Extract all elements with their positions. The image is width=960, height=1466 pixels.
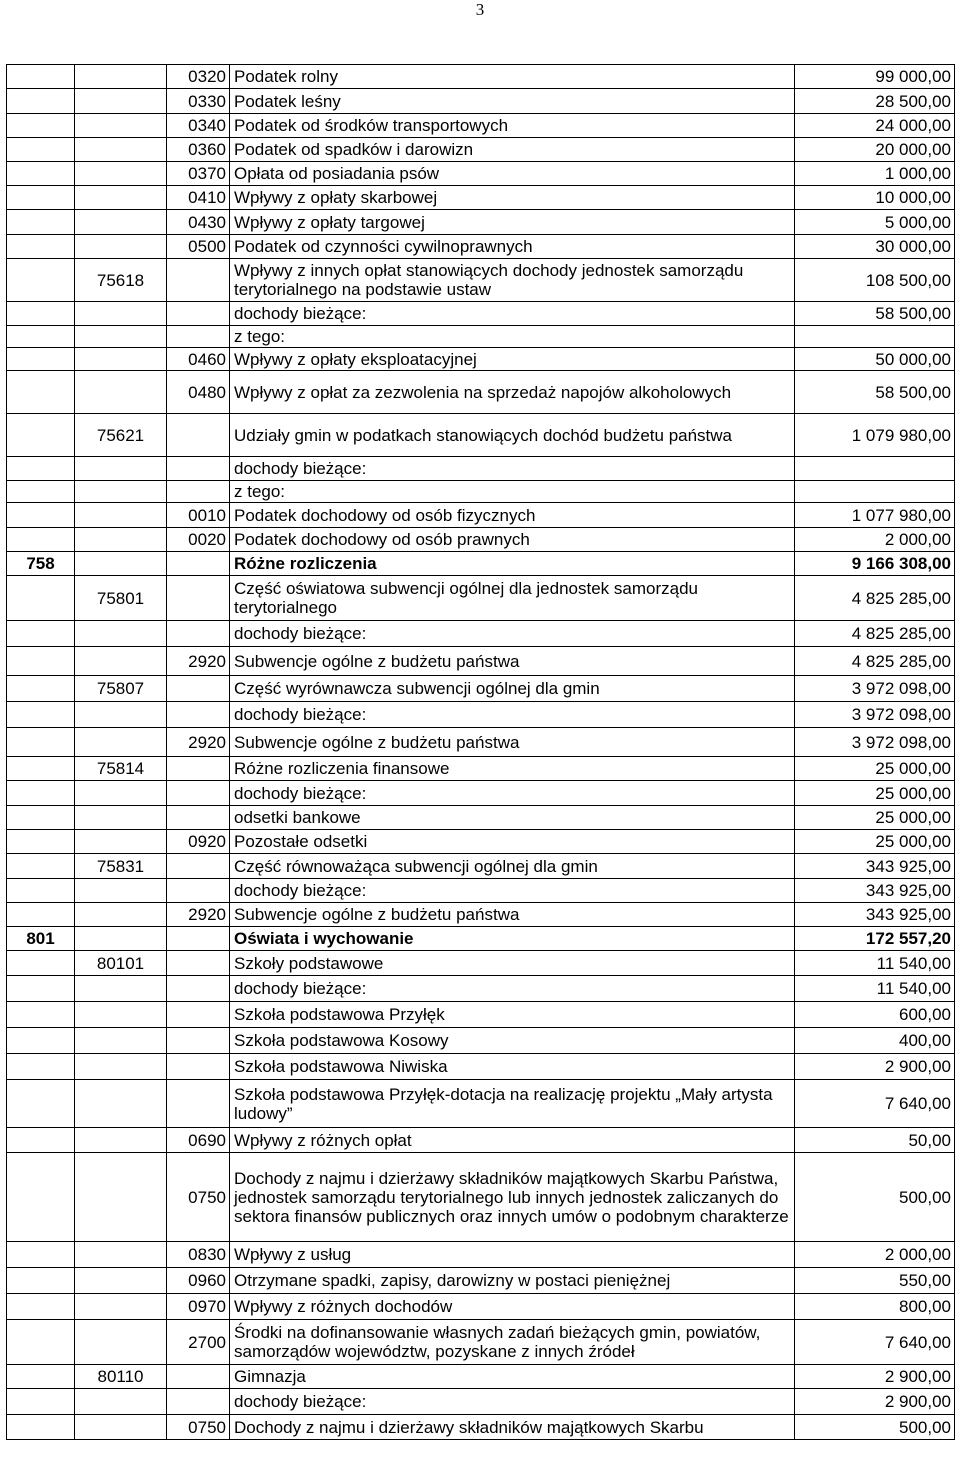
kwota-cell: 50 000,00 <box>795 348 955 371</box>
table-row <box>7 621 955 647</box>
paragraf-cell: 0460 <box>167 348 230 371</box>
opis-cell: Podatek dochodowy od osób prawnych <box>230 528 795 552</box>
kwota-cell: 11 540,00 <box>795 976 955 1002</box>
rozdzial-cell <box>75 371 167 414</box>
table-row <box>7 138 955 162</box>
opis-cell: dochody bieżące: <box>230 457 795 481</box>
table-row <box>7 1365 955 1389</box>
dzial-cell <box>7 1054 75 1080</box>
paragraf-cell <box>167 951 230 976</box>
dzial-cell <box>7 621 75 647</box>
paragraf-cell: 0750 <box>167 1153 230 1242</box>
paragraf-cell <box>167 781 230 806</box>
kwota-cell: 28 500,00 <box>795 89 955 114</box>
dzial-cell <box>7 371 75 414</box>
dzial-cell <box>7 259 75 302</box>
paragraf-cell: 0360 <box>167 138 230 162</box>
opis-cell: Część oświatowa subwencji ogólnej dla jednostek samorządu terytorialnego <box>230 576 795 621</box>
kwota-cell: 2 900,00 <box>795 1054 955 1080</box>
rozdzial-cell <box>75 528 167 552</box>
opis-cell: dochody bieżące: <box>230 976 795 1002</box>
opis-cell: Szkoła podstawowa Kosowy <box>230 1028 795 1054</box>
table-row <box>7 781 955 806</box>
kwota-cell: 550,00 <box>795 1268 955 1294</box>
table-row <box>7 89 955 114</box>
rozdzial-cell <box>75 162 167 186</box>
table-row <box>7 1054 955 1080</box>
rozdzial-cell: 80101 <box>75 951 167 976</box>
table-row <box>7 1028 955 1054</box>
dzial-cell <box>7 210 75 235</box>
opis-cell: Wpływy z różnych dochodów <box>230 1294 795 1320</box>
paragraf-cell <box>167 927 230 951</box>
kwota-cell: 3 972 098,00 <box>795 702 955 728</box>
kwota-cell: 2 900,00 <box>795 1389 955 1415</box>
paragraf-cell: 0010 <box>167 503 230 528</box>
opis-cell: Subwencje ogólne z budżetu państwa <box>230 647 795 676</box>
rozdzial-cell <box>75 114 167 138</box>
opis-cell: Szkoła podstawowa Niwiska <box>230 1054 795 1080</box>
dzial-cell: 758 <box>7 552 75 576</box>
rozdzial-cell <box>75 702 167 728</box>
rozdzial-cell <box>75 1242 167 1268</box>
paragraf-cell: 0330 <box>167 89 230 114</box>
opis-cell: z tego: <box>230 326 795 348</box>
dzial-cell <box>7 114 75 138</box>
table-row <box>7 162 955 186</box>
rozdzial-cell: 75621 <box>75 414 167 457</box>
table-row <box>7 503 955 528</box>
dzial-cell <box>7 414 75 457</box>
rozdzial-cell <box>75 1153 167 1242</box>
paragraf-cell: 0750 <box>167 1415 230 1440</box>
opis-cell: Podatek leśny <box>230 89 795 114</box>
table-row <box>7 259 955 302</box>
opis-cell: Subwencje ogólne z budżetu państwa <box>230 728 795 757</box>
paragraf-cell <box>167 1054 230 1080</box>
paragraf-cell: 0500 <box>167 235 230 259</box>
kwota-cell: 25 000,00 <box>795 757 955 781</box>
kwota-cell: 3 972 098,00 <box>795 676 955 702</box>
paragraf-cell <box>167 326 230 348</box>
paragraf-cell <box>167 1002 230 1028</box>
table-row <box>7 302 955 326</box>
table-row <box>7 676 955 702</box>
table-row <box>7 647 955 676</box>
opis-cell: Udziały gmin w podatkach stanowiących dochód budżetu państwa <box>230 414 795 457</box>
opis-cell: Szkoła podstawowa Przyłęk-dotacja na realizację projektu „Mały artysta ludowy” <box>230 1080 795 1128</box>
paragraf-cell: 0410 <box>167 186 230 210</box>
table-row <box>7 1415 955 1440</box>
kwota-cell: 343 925,00 <box>795 903 955 927</box>
rozdzial-cell <box>75 1294 167 1320</box>
rozdzial-cell <box>75 903 167 927</box>
kwota-cell: 5 000,00 <box>795 210 955 235</box>
rozdzial-cell: 75807 <box>75 676 167 702</box>
opis-cell: Dochody z najmu i dzierżawy składników majątkowych Skarbu <box>230 1415 795 1440</box>
table-row <box>7 210 955 235</box>
rozdzial-cell <box>75 457 167 481</box>
kwota-cell: 25 000,00 <box>795 806 955 830</box>
opis-cell: Różne rozliczenia <box>230 552 795 576</box>
page-number: 3 <box>475 0 485 19</box>
opis-cell: Wpływy z opłaty skarbowej <box>230 186 795 210</box>
dzial-cell <box>7 1294 75 1320</box>
opis-cell: Dochody z najmu i dzierżawy składników majątkowych Skarbu Państwa, jednostek samorządu terytorialnego lub innych jednostek zaliczanych do sektora finansów publicznych oraz innych umów o podobnym charakterze <box>230 1153 795 1242</box>
opis-cell: dochody bieżące: <box>230 879 795 903</box>
table-row <box>7 1128 955 1153</box>
opis-cell: Wpływy z opłaty eksploatacyjnej <box>230 348 795 371</box>
opis-cell: Wpływy z opłat za zezwolenia na sprzedaż napojów alkoholowych <box>230 371 795 414</box>
opis-cell: dochody bieżące: <box>230 702 795 728</box>
kwota-cell: 10 000,00 <box>795 186 955 210</box>
dzial-cell <box>7 1242 75 1268</box>
rozdzial-cell <box>75 326 167 348</box>
table-row <box>7 1294 955 1320</box>
rozdzial-cell <box>75 235 167 259</box>
rozdzial-cell <box>75 1268 167 1294</box>
kwota-cell: 4 825 285,00 <box>795 621 955 647</box>
dzial-cell <box>7 1028 75 1054</box>
table-row <box>7 1320 955 1365</box>
rozdzial-cell <box>75 728 167 757</box>
paragraf-cell: 0690 <box>167 1128 230 1153</box>
table-row <box>7 235 955 259</box>
rozdzial-cell <box>75 976 167 1002</box>
table-row <box>7 65 955 89</box>
dzial-cell <box>7 481 75 503</box>
kwota-cell: 58 500,00 <box>795 302 955 326</box>
rozdzial-cell <box>75 348 167 371</box>
dzial-cell <box>7 1002 75 1028</box>
kwota-cell: 9 166 308,00 <box>795 552 955 576</box>
dzial-cell <box>7 457 75 481</box>
paragraf-cell <box>167 1365 230 1389</box>
paragraf-cell: 2920 <box>167 728 230 757</box>
dzial-cell <box>7 976 75 1002</box>
paragraf-cell: 0340 <box>167 114 230 138</box>
dzial-cell <box>7 951 75 976</box>
paragraf-cell <box>167 259 230 302</box>
paragraf-cell <box>167 1389 230 1415</box>
opis-cell: dochody bieżące: <box>230 781 795 806</box>
kwota-cell <box>795 481 955 503</box>
kwota-cell: 2 000,00 <box>795 1242 955 1268</box>
dzial-cell <box>7 676 75 702</box>
rozdzial-cell: 75801 <box>75 576 167 621</box>
paragraf-cell: 2920 <box>167 647 230 676</box>
paragraf-cell: 0430 <box>167 210 230 235</box>
kwota-cell: 500,00 <box>795 1153 955 1242</box>
rozdzial-cell <box>75 879 167 903</box>
paragraf-cell: 0320 <box>167 65 230 89</box>
dzial-cell <box>7 138 75 162</box>
paragraf-cell <box>167 1080 230 1128</box>
rozdzial-cell: 80110 <box>75 1365 167 1389</box>
budget-table-body <box>7 65 955 1440</box>
paragraf-cell <box>167 576 230 621</box>
paragraf-cell <box>167 481 230 503</box>
paragraf-cell <box>167 1028 230 1054</box>
rozdzial-cell: 75831 <box>75 854 167 879</box>
rozdzial-cell <box>75 186 167 210</box>
budget-table <box>6 64 955 1440</box>
rozdzial-cell <box>75 621 167 647</box>
opis-cell: Opłata od posiadania psów <box>230 162 795 186</box>
rozdzial-cell <box>75 89 167 114</box>
table-row <box>7 1080 955 1128</box>
opis-cell: Podatek rolny <box>230 65 795 89</box>
opis-cell: Pozostałe odsetki <box>230 830 795 854</box>
kwota-cell <box>795 326 955 348</box>
rozdzial-cell <box>75 1080 167 1128</box>
rozdzial-cell <box>75 1128 167 1153</box>
kwota-cell: 600,00 <box>795 1002 955 1028</box>
opis-cell: Subwencje ogólne z budżetu państwa <box>230 903 795 927</box>
table-row <box>7 854 955 879</box>
rozdzial-cell <box>75 503 167 528</box>
paragraf-cell <box>167 806 230 830</box>
kwota-cell: 800,00 <box>795 1294 955 1320</box>
opis-cell: Część równoważąca subwencji ogólnej dla gmin <box>230 854 795 879</box>
paragraf-cell: 0830 <box>167 1242 230 1268</box>
table-row <box>7 757 955 781</box>
dzial-cell <box>7 186 75 210</box>
dzial-cell <box>7 348 75 371</box>
paragraf-cell <box>167 676 230 702</box>
table-row <box>7 1268 955 1294</box>
kwota-cell: 1 077 980,00 <box>795 503 955 528</box>
dzial-cell <box>7 326 75 348</box>
table-row <box>7 552 955 576</box>
opis-cell: dochody bieżące: <box>230 302 795 326</box>
dzial-cell <box>7 302 75 326</box>
kwota-cell: 1 079 980,00 <box>795 414 955 457</box>
rozdzial-cell <box>75 1028 167 1054</box>
table-row <box>7 186 955 210</box>
kwota-cell: 11 540,00 <box>795 951 955 976</box>
rozdzial-cell <box>75 302 167 326</box>
opis-cell: Wpływy z usług <box>230 1242 795 1268</box>
kwota-cell: 108 500,00 <box>795 259 955 302</box>
kwota-cell: 58 500,00 <box>795 371 955 414</box>
rozdzial-cell <box>75 927 167 951</box>
dzial-cell <box>7 1080 75 1128</box>
kwota-cell: 7 640,00 <box>795 1320 955 1365</box>
table-row <box>7 457 955 481</box>
rozdzial-cell <box>75 806 167 830</box>
dzial-cell <box>7 903 75 927</box>
paragraf-cell <box>167 621 230 647</box>
dzial-cell <box>7 65 75 89</box>
dzial-cell <box>7 1415 75 1440</box>
dzial-cell <box>7 1365 75 1389</box>
opis-cell: Podatek dochodowy od osób fizycznych <box>230 503 795 528</box>
dzial-cell: 801 <box>7 927 75 951</box>
kwota-cell: 30 000,00 <box>795 235 955 259</box>
rozdzial-cell <box>75 138 167 162</box>
table-row <box>7 951 955 976</box>
dzial-cell <box>7 879 75 903</box>
paragraf-cell: 0480 <box>167 371 230 414</box>
rozdzial-cell <box>75 65 167 89</box>
dzial-cell <box>7 576 75 621</box>
paragraf-cell <box>167 702 230 728</box>
kwota-cell: 3 972 098,00 <box>795 728 955 757</box>
table-row <box>7 414 955 457</box>
kwota-cell: 25 000,00 <box>795 781 955 806</box>
dzial-cell <box>7 1153 75 1242</box>
kwota-cell: 24 000,00 <box>795 114 955 138</box>
kwota-cell: 172 557,20 <box>795 927 955 951</box>
kwota-cell: 400,00 <box>795 1028 955 1054</box>
table-row <box>7 976 955 1002</box>
table-row <box>7 576 955 621</box>
rozdzial-cell <box>75 647 167 676</box>
paragraf-cell <box>167 976 230 1002</box>
dzial-cell <box>7 1268 75 1294</box>
table-row <box>7 481 955 503</box>
kwota-cell: 343 925,00 <box>795 879 955 903</box>
table-row <box>7 326 955 348</box>
kwota-cell: 7 640,00 <box>795 1080 955 1128</box>
rozdzial-cell <box>75 1389 167 1415</box>
rozdzial-cell <box>75 781 167 806</box>
table-row <box>7 903 955 927</box>
table-row <box>7 114 955 138</box>
table-row <box>7 879 955 903</box>
dzial-cell <box>7 528 75 552</box>
rozdzial-cell <box>75 1320 167 1365</box>
kwota-cell: 343 925,00 <box>795 854 955 879</box>
opis-cell: Wpływy z opłaty targowej <box>230 210 795 235</box>
dzial-cell <box>7 781 75 806</box>
dzial-cell <box>7 830 75 854</box>
table-row <box>7 702 955 728</box>
table-row <box>7 806 955 830</box>
paragraf-cell <box>167 879 230 903</box>
table-row <box>7 348 955 371</box>
table-row <box>7 1389 955 1415</box>
opis-cell: Podatek od czynności cywilnoprawnych <box>230 235 795 259</box>
opis-cell: Podatek od środków transportowych <box>230 114 795 138</box>
paragraf-cell: 2920 <box>167 903 230 927</box>
table-row <box>7 728 955 757</box>
paragraf-cell <box>167 854 230 879</box>
paragraf-cell: 0960 <box>167 1268 230 1294</box>
table-row <box>7 1002 955 1028</box>
paragraf-cell: 0020 <box>167 528 230 552</box>
dzial-cell <box>7 1128 75 1153</box>
rozdzial-cell <box>75 1054 167 1080</box>
opis-cell: Szkoły podstawowe <box>230 951 795 976</box>
opis-cell: odsetki bankowe <box>230 806 795 830</box>
paragraf-cell <box>167 302 230 326</box>
opis-cell: Środki na dofinansowanie własnych zadań bieżących gmin, powiatów, samorządów województw, pozyskane z innych źródeł <box>230 1320 795 1365</box>
dzial-cell <box>7 1389 75 1415</box>
paragraf-cell: 2700 <box>167 1320 230 1365</box>
dzial-cell <box>7 757 75 781</box>
kwota-cell: 2 900,00 <box>795 1365 955 1389</box>
kwota-cell: 25 000,00 <box>795 830 955 854</box>
kwota-cell: 20 000,00 <box>795 138 955 162</box>
paragraf-cell <box>167 757 230 781</box>
rozdzial-cell <box>75 830 167 854</box>
opis-cell: z tego: <box>230 481 795 503</box>
paragraf-cell <box>167 552 230 576</box>
kwota-cell: 1 000,00 <box>795 162 955 186</box>
dzial-cell <box>7 89 75 114</box>
opis-cell: Wpływy z różnych opłat <box>230 1128 795 1153</box>
opis-cell: Gimnazja <box>230 1365 795 1389</box>
kwota-cell: 4 825 285,00 <box>795 647 955 676</box>
dzial-cell <box>7 162 75 186</box>
kwota-cell: 50,00 <box>795 1128 955 1153</box>
rozdzial-cell: 75814 <box>75 757 167 781</box>
rozdzial-cell <box>75 1415 167 1440</box>
dzial-cell <box>7 728 75 757</box>
kwota-cell: 2 000,00 <box>795 528 955 552</box>
opis-cell: dochody bieżące: <box>230 621 795 647</box>
kwota-cell <box>795 457 955 481</box>
dzial-cell <box>7 503 75 528</box>
rozdzial-cell <box>75 552 167 576</box>
opis-cell: Szkoła podstawowa Przyłęk <box>230 1002 795 1028</box>
dzial-cell <box>7 806 75 830</box>
rozdzial-cell <box>75 1002 167 1028</box>
rozdzial-cell: 75618 <box>75 259 167 302</box>
paragraf-cell <box>167 414 230 457</box>
dzial-cell <box>7 854 75 879</box>
table-row <box>7 1242 955 1268</box>
rozdzial-cell <box>75 210 167 235</box>
table-row <box>7 1153 955 1242</box>
paragraf-cell: 0370 <box>167 162 230 186</box>
table-row <box>7 927 955 951</box>
opis-cell: Część wyrównawcza subwencji ogólnej dla gmin <box>230 676 795 702</box>
table-row <box>7 371 955 414</box>
opis-cell: Oświata i wychowanie <box>230 927 795 951</box>
paragraf-cell: 0970 <box>167 1294 230 1320</box>
opis-cell: Różne rozliczenia finansowe <box>230 757 795 781</box>
paragraf-cell: 0920 <box>167 830 230 854</box>
kwota-cell: 99 000,00 <box>795 65 955 89</box>
rozdzial-cell <box>75 481 167 503</box>
dzial-cell <box>7 1320 75 1365</box>
dzial-cell <box>7 702 75 728</box>
table-row <box>7 528 955 552</box>
table-row <box>7 830 955 854</box>
dzial-cell <box>7 235 75 259</box>
opis-cell: dochody bieżące: <box>230 1389 795 1415</box>
kwota-cell: 500,00 <box>795 1415 955 1440</box>
kwota-cell: 4 825 285,00 <box>795 576 955 621</box>
opis-cell: Podatek od spadków i darowizn <box>230 138 795 162</box>
opis-cell: Wpływy z innych opłat stanowiących dochody jednostek samorządu terytorialnego na podstawie ustaw <box>230 259 795 302</box>
dzial-cell <box>7 647 75 676</box>
opis-cell: Otrzymane spadki, zapisy, darowizny w postaci pieniężnej <box>230 1268 795 1294</box>
paragraf-cell <box>167 457 230 481</box>
